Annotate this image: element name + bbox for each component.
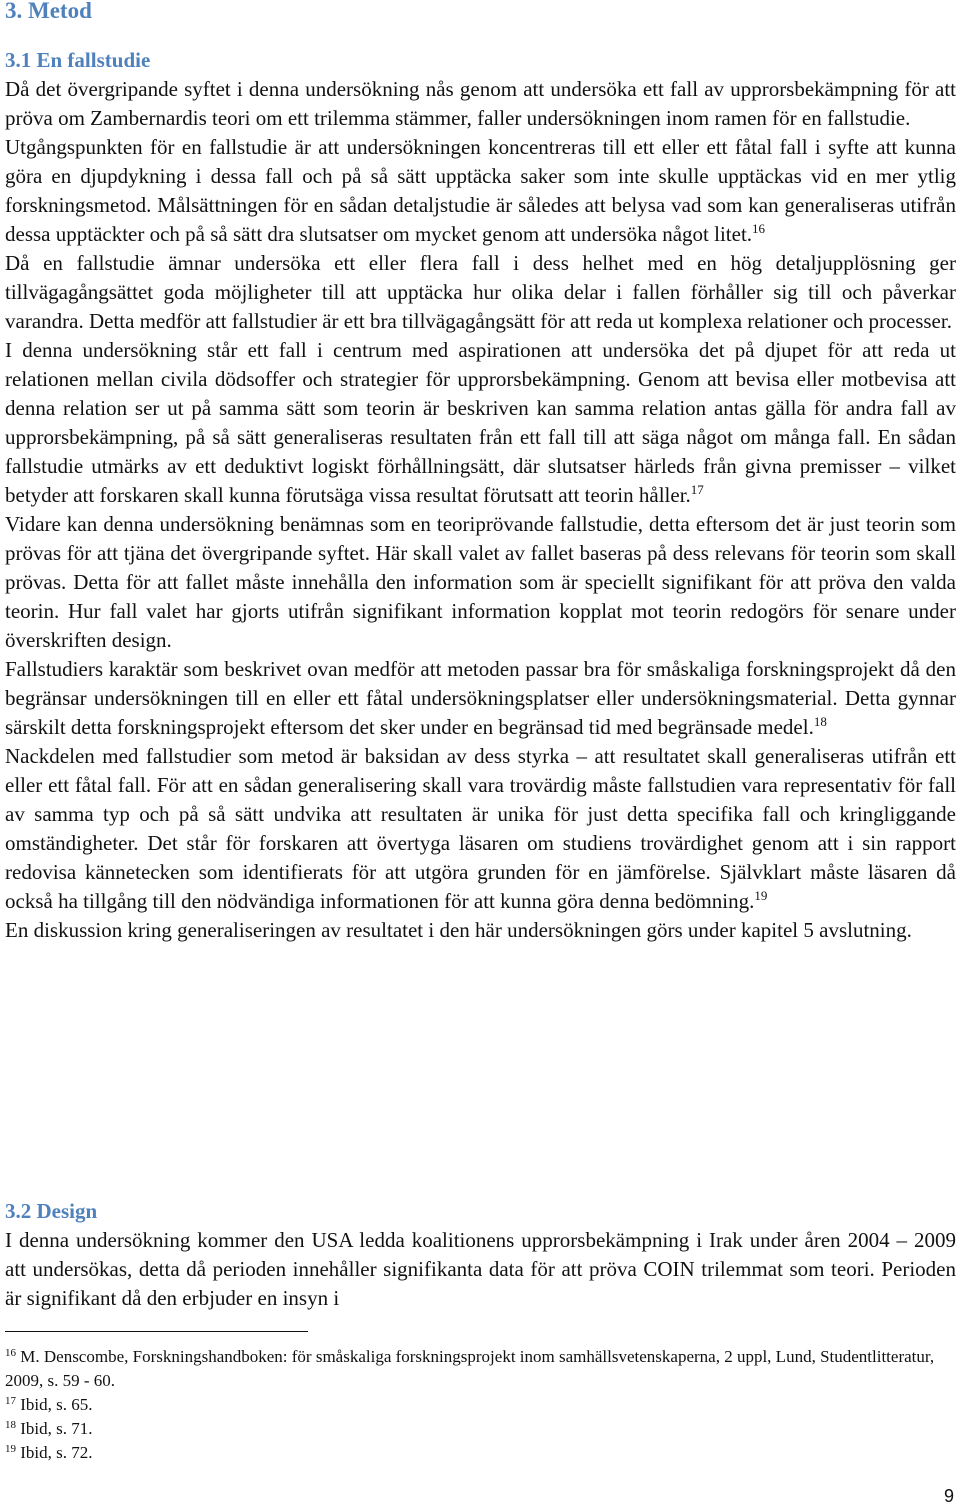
footnote-text: M. Denscombe, Forskningshandboken: för småskaliga forskningsprojekt inom samhällsvetenskaperna, 2 uppl, Lund, Studentlitteratur, 2009, s. 59 - 60. [5,1347,935,1390]
footnotes [5,1345,956,1465]
footnote-text: Ibid, s. 71. [20,1419,93,1438]
section-fallstudie [5,46,956,945]
paragraph [5,249,956,336]
paragraph-text: Då det övergripande syftet i denna undersökning nås genom att undersöka ett fall av upprorsbekämpning för att pröva om Zambernardis teori om ett trilemma stämmer, faller undersökningen inom ramen för en fallstudie. [5,77,956,130]
footnote-number: 16 [5,1347,16,1359]
section-body-design [5,1226,956,1313]
footnote-reference[interactable]: 17 [690,482,704,497]
paragraph-text: I denna undersökning står ett fall i centrum med aspirationen att undersöka det på djupet för att reda ut relationen mellan civila dödsoffer och strategier för upprorsbekämpning. Genom att bevisa eller motbevisa att denna relation ser ut på samma sätt som teorin är beskriven kan samma relation antas gälla för andra fall av upprorsbekämpning, på så sätt generaliseras resultaten från ett fall till att säga något om många fall. En sådan fallstudie utmärks av ett deduktivt logiskt förhållningsätt, där slutsatser härleds från givna premisser – vilket betyder att forskaren skall kunna förutsäga vissa resultat förutsatt att teorin håller. [5,338,956,507]
footnote [5,1393,956,1417]
paragraph [5,742,956,916]
section-body-fallstudie [5,75,956,945]
page-number: 9 [943,1486,954,1506]
chapter-heading: 3. Metod [5,0,92,23]
paragraph-text: Utgångspunkten för en fallstudie är att undersökningen koncentreras till ett eller ett fåtal fall i syfte att kunna göra en djupdykning i dessa fall och på så sätt upptäcka saker som inte skulle upptäckas vid en mer ytlig forskningsmetod. Målsättningen för en sådan detaljstudie är således att belysa vad som kan generaliseras utifrån dessa upptäckter och på så sätt dra slutsatser om mycket genom att undersöka något litet. [5,135,956,246]
footnote-number: 17 [5,1395,16,1407]
section-heading-fallstudie: 3.1 En fallstudie [5,48,151,72]
footnote [5,1417,956,1441]
footnote-number: 19 [5,1443,16,1455]
paragraph [5,1226,956,1313]
paragraph-text: Fallstudiers karaktär som beskrivet ovan medför att metoden passar bra för småskaliga forskningsprojekt då den begränsar undersökningen till en eller ett fåtal undersökningsplatser eller undersökningsmaterial. Detta gynnar särskilt detta forskningsprojekt eftersom det sker under en begränsad tid med begränsade medel. [5,657,956,739]
footnote-number: 18 [5,1419,16,1431]
footnote-reference[interactable]: 16 [752,221,766,236]
footnote-text: Ibid, s. 72. [20,1443,93,1462]
section-design [5,1197,956,1313]
paragraph [5,510,956,655]
footnote [5,1441,956,1465]
section-heading-design: 3.2 Design [5,1199,98,1223]
footnote-reference[interactable]: 18 [813,714,827,729]
footnote-text: Ibid, s. 65. [20,1395,93,1414]
paragraph [5,916,956,945]
paragraph [5,655,956,742]
paragraph-text: Vidare kan denna undersökning benämnas som en teoriprövande fallstudie, detta eftersom det är just teorin som prövas för att tjäna det övergripande syftet. Här skall valet av fallet baseras på dess relevans för teorin som skall prövas. Detta för att fallet måste innehålla den information som är speciellt signifikant för att pröva den valda teorin. Hur fall valet har gjorts utifrån signifikant information kopplat mot teorin redogörs för senare under överskriften design. [5,512,956,652]
paragraph [5,336,956,510]
paragraph [5,133,956,249]
paragraph-text: En diskussion kring generaliseringen av resultatet i den här undersökningen görs under kapitel 5 avslutning. [5,918,912,942]
paragraph [5,75,956,133]
paragraph-text: Då en fallstudie ämnar undersöka ett eller flera fall i dess helhet med en hög detaljupplösning ger tillvägagångsättet goda möjligheter till att upptäcka hur olika delar i fallen förhåller sig till och påverkar varandra. Detta medför att fallstudier är ett bra tillvägagångsätt för att reda ut komplexa relationer och processer. [5,251,956,333]
paragraph-text: I denna undersökning kommer den USA ledda koalitionens upprorsbekämpning i Irak under åren 2004 – 2009 att undersökas, detta då perioden innehåller signifikanta data för att pröva COIN trilemmat som teori. Perioden är signifikant då den erbjuder en insyn i [5,1228,956,1310]
footnote [5,1345,956,1393]
footnote-separator [5,1331,308,1332]
paragraph-text: Nackdelen med fallstudier som metod är baksidan av dess styrka – att resultatet skall generaliseras utifrån ett eller ett fåtal fall. För att en sådan generalisering skall vara trovärdig måste fallstudien vara representativ för fall av samma typ och på så sätt undvika att resultaten är unika för just detta specifika fall och kringliggande omständigheter. Det står för forskaren att övertyga läsaren om studiens trovärdighet genom att i sin rapport redovisa kännetecken som identifierats för att utgöra grunden för en jämförelse. Självklart måste läsaren då också ha tillgång till den nödvändiga informationen för att kunna göra denna bedömning. [5,744,956,913]
footnote-reference[interactable]: 19 [754,888,768,903]
